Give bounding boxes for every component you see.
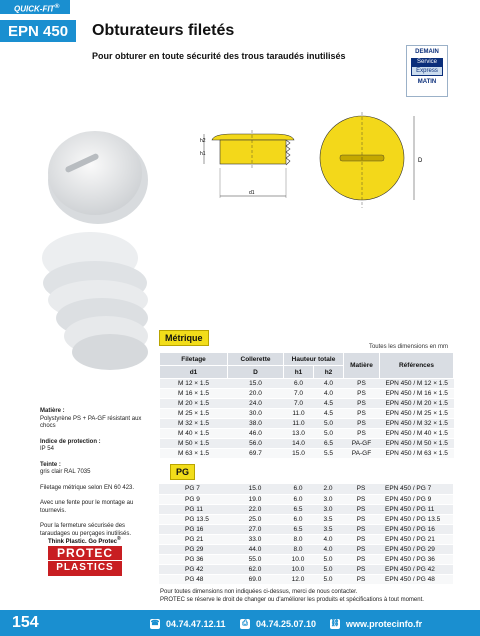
table-row — [160, 449, 454, 459]
table-cell: PS — [343, 564, 379, 574]
table-cell: 11.0 — [284, 409, 314, 419]
table-cell: 25.0 — [227, 514, 283, 524]
table-cell: 27.0 — [227, 524, 283, 534]
indice-heading: Indice de protection : — [40, 438, 101, 445]
table-cell: PG 42 — [159, 564, 227, 574]
table-cell: EPN 450 / M 40 × 1.5 — [380, 429, 454, 439]
table-row — [159, 514, 453, 524]
indice-value: IP 54 — [40, 446, 54, 452]
table-cell: 4.0 — [313, 544, 343, 554]
table-cell: PG 29 — [159, 544, 227, 554]
quick-fit-tab: QUICK-FIT® — [0, 0, 70, 14]
table-cell: PS — [343, 544, 379, 554]
spec-sidebar — [40, 400, 148, 538]
brand-slogan: Think Plastic. Go Protec® — [48, 536, 121, 545]
table-cell: 11.0 — [284, 419, 314, 429]
table-cell: 7.0 — [284, 389, 314, 399]
table-cell: M 16 × 1.5 — [160, 389, 228, 399]
d1-label: d1 — [249, 190, 255, 196]
table-cell: 2.0 — [313, 484, 343, 494]
fente-note: Avec une fente pour le montage au tournevis. — [40, 500, 134, 514]
table-cell: 3.0 — [313, 504, 343, 514]
table-cell: PS — [344, 429, 380, 439]
table-cell: PG 21 — [159, 534, 227, 544]
h2-label: h2 — [200, 138, 206, 144]
table-cell: 10.0 — [283, 554, 313, 564]
table-cell: EPN 450 / M 50 × 1.5 — [380, 439, 454, 449]
fax-contact[interactable]: ⎙ 04.74.25.07.10 — [240, 619, 316, 629]
table-cell: 5.0 — [314, 419, 344, 429]
table-cell: PS — [343, 484, 379, 494]
table-row — [160, 399, 454, 409]
table-cell: M 12 × 1.5 — [160, 379, 228, 389]
table-cell: 5.0 — [313, 564, 343, 574]
table-cell: EPN 450 / PG 16 — [379, 524, 453, 534]
table-cell: PS — [344, 389, 380, 399]
table-cell: PS — [343, 494, 379, 504]
col-h1: h1 — [284, 366, 314, 379]
table-cell: 6.5 — [283, 504, 313, 514]
table-cell: 69.0 — [227, 574, 283, 584]
matiere-heading: Matière : — [40, 408, 65, 414]
table-cell: EPN 450 / M 63 × 1.5 — [380, 449, 454, 459]
table-cell: PS — [343, 514, 379, 524]
col-matiere: Matière — [344, 353, 380, 379]
table-cell: 56.0 — [228, 439, 284, 449]
table-cell: EPN 450 / PG 36 — [379, 554, 453, 564]
table-row — [159, 484, 453, 494]
table-cell: 3.0 — [313, 494, 343, 504]
table-cell: 6.5 — [283, 524, 313, 534]
table-cell: PS — [343, 524, 379, 534]
table-cell: 19.0 — [227, 494, 283, 504]
page-subtitle: Pour obturer en toute sécurité des trous taraudés inutilisés — [92, 51, 346, 61]
table-cell: 12.0 — [283, 574, 313, 584]
table-cell: 44.0 — [227, 544, 283, 554]
table-cell: M 25 × 1.5 — [160, 409, 228, 419]
table-cell: 33.0 — [227, 534, 283, 544]
table-cell: 6.0 — [283, 514, 313, 524]
table-cell: 8.0 — [283, 544, 313, 554]
table-cell: 13.0 — [284, 429, 314, 439]
table-cell: 55.0 — [227, 554, 283, 564]
table-cell: 46.0 — [228, 429, 284, 439]
col-collerette: Collerette — [228, 353, 284, 366]
teinte-value: gris clair RAL 7035 — [40, 469, 91, 475]
table-cell: 5.5 — [314, 449, 344, 459]
dimensions-note: Toutes les dimensions en mm — [368, 344, 448, 350]
table-cell: 3.5 — [313, 514, 343, 524]
table-cell: 15.0 — [227, 484, 283, 494]
table-cell: 4.0 — [313, 534, 343, 544]
table-row — [159, 524, 453, 534]
table-row — [160, 419, 454, 429]
table-cell: 62.0 — [227, 564, 283, 574]
table-cell: 3.5 — [313, 524, 343, 534]
table-cell: 15.0 — [228, 379, 284, 389]
table-cell: EPN 450 / M 20 × 1.5 — [380, 399, 454, 409]
table-cell: EPN 450 / PG 9 — [379, 494, 453, 504]
table-cell: 22.0 — [227, 504, 283, 514]
table-row — [159, 564, 453, 574]
table-cell: 6.0 — [283, 484, 313, 494]
table-row — [160, 439, 454, 449]
table-row — [160, 379, 454, 389]
table-cell: PG 36 — [159, 554, 227, 564]
table-cell: EPN 450 / M 32 × 1.5 — [380, 419, 454, 429]
table-cell: PA-GF — [344, 439, 380, 449]
table-cell: PG 9 — [159, 494, 227, 504]
table-cell: M 50 × 1.5 — [160, 439, 228, 449]
table-cell: 38.0 — [228, 419, 284, 429]
service-express-badge: DEMAIN Service Express MATIN — [406, 45, 448, 97]
table-cell: 4.5 — [314, 409, 344, 419]
table-cell: PA-GF — [344, 449, 380, 459]
table-cell: 6.0 — [283, 494, 313, 504]
table-row — [160, 409, 454, 419]
table-cell: PS — [344, 379, 380, 389]
product-photo-side — [40, 228, 150, 378]
table-cell: EPN 450 / PG 29 — [379, 544, 453, 554]
table-row — [159, 544, 453, 554]
table-cell: 69.7 — [228, 449, 284, 459]
table-cell: M 32 × 1.5 — [160, 419, 228, 429]
table-cell: 7.0 — [284, 399, 314, 409]
table-cell: PS — [344, 399, 380, 409]
table-cell: EPN 450 / PG 13.5 — [379, 514, 453, 524]
product-photo-top — [40, 118, 150, 228]
table-row — [160, 389, 454, 399]
h1-label: h1 — [200, 151, 206, 157]
table-cell: EPN 450 / M 25 × 1.5 — [380, 409, 454, 419]
table-cell: 5.0 — [313, 574, 343, 584]
table-cell: M 63 × 1.5 — [160, 449, 228, 459]
table-cell: 24.0 — [228, 399, 284, 409]
fax-icon: ⎙ — [240, 619, 250, 629]
phone-contact[interactable]: ☎ 04.74.47.12.11 — [150, 619, 226, 629]
col-hauteur: Hauteur totale — [284, 353, 344, 366]
table-cell: 15.0 — [284, 449, 314, 459]
table-row — [159, 574, 453, 584]
table-cell: 5.0 — [313, 554, 343, 564]
table-row — [159, 494, 453, 504]
col-filetage: Filetage — [160, 353, 228, 366]
table-cell: PG 11 — [159, 504, 227, 514]
table-cell: PS — [343, 574, 379, 584]
fermeture-note: Pour la fermeture sécurisée des taraudages ou perçages inutilisés. — [40, 523, 132, 537]
table-cell: 30.0 — [228, 409, 284, 419]
col-d1: d1 — [160, 366, 228, 379]
table-cell: 10.0 — [283, 564, 313, 574]
matiere-value: Polystyrène PS + PA-GF résistant aux chocs — [40, 415, 142, 429]
table-cell: 4.5 — [314, 399, 344, 409]
teinte-heading: Teinte : — [40, 461, 61, 468]
table-cell: 6.0 — [284, 379, 314, 389]
table-row — [160, 429, 454, 439]
col-h2: h2 — [314, 366, 344, 379]
table-cell: EPN 450 / PG 11 — [379, 504, 453, 514]
phone-icon: ☎ — [150, 620, 160, 627]
table-cell: EPN 450 / M 16 × 1.5 — [380, 389, 454, 399]
pg-section-label: PG — [170, 464, 195, 480]
col-D: D — [228, 366, 284, 379]
page-title: Obturateurs filetés — [92, 22, 235, 39]
table-cell: PG 13.5 — [159, 514, 227, 524]
table-cell: 4.0 — [314, 379, 344, 389]
table-cell: M 20 × 1.5 — [160, 399, 228, 409]
table-row — [159, 554, 453, 564]
filetage-note: Filetage métrique selon EN 60 423. — [40, 484, 135, 491]
table-cell: 14.0 — [284, 439, 314, 449]
table-cell: PS — [344, 419, 380, 429]
table-cell: PS — [343, 554, 379, 564]
table-cell: EPN 450 / PG 21 — [379, 534, 453, 544]
table-cell: M 40 × 1.5 — [160, 429, 228, 439]
footnote: Pour toutes dimensions non indiquées ci-dessus, merci de nous contacter. PROTEC se réserve le droit de changer ou d'améliorer les produits et spécifications à tout moment. — [160, 589, 424, 603]
col-references: Références — [380, 353, 454, 379]
table-cell: PS — [343, 534, 379, 544]
link-icon: ⛓ — [330, 620, 340, 627]
metric-section-label: Métrique — [159, 330, 209, 346]
table-cell: PS — [343, 504, 379, 514]
technical-drawing — [192, 112, 432, 212]
D-label: D — [418, 158, 423, 164]
metric-table — [159, 352, 454, 459]
table-cell: 4.0 — [314, 389, 344, 399]
page-number: 154 — [12, 614, 39, 631]
website-link[interactable]: ⛓ www.protecinfo.fr — [330, 619, 423, 629]
table-cell: 6.5 — [314, 439, 344, 449]
protec-logo: PROTEC PLASTICS — [48, 546, 122, 576]
table-row — [159, 504, 453, 514]
product-code: EPN 450 — [0, 20, 76, 42]
table-cell: EPN 450 / PG 48 — [379, 574, 453, 584]
table-cell: 5.0 — [314, 429, 344, 439]
table-cell: EPN 450 / PG 7 — [379, 484, 453, 494]
table-cell: EPN 450 / M 12 × 1.5 — [380, 379, 454, 389]
table-cell: 8.0 — [283, 534, 313, 544]
table-cell: PG 48 — [159, 574, 227, 584]
table-cell: 20.0 — [228, 389, 284, 399]
table-row — [159, 534, 453, 544]
table-cell: PG 7 — [159, 484, 227, 494]
table-cell: PG 16 — [159, 524, 227, 534]
table-cell: EPN 450 / PG 42 — [379, 564, 453, 574]
table-cell: PS — [344, 409, 380, 419]
pg-table — [159, 484, 453, 585]
